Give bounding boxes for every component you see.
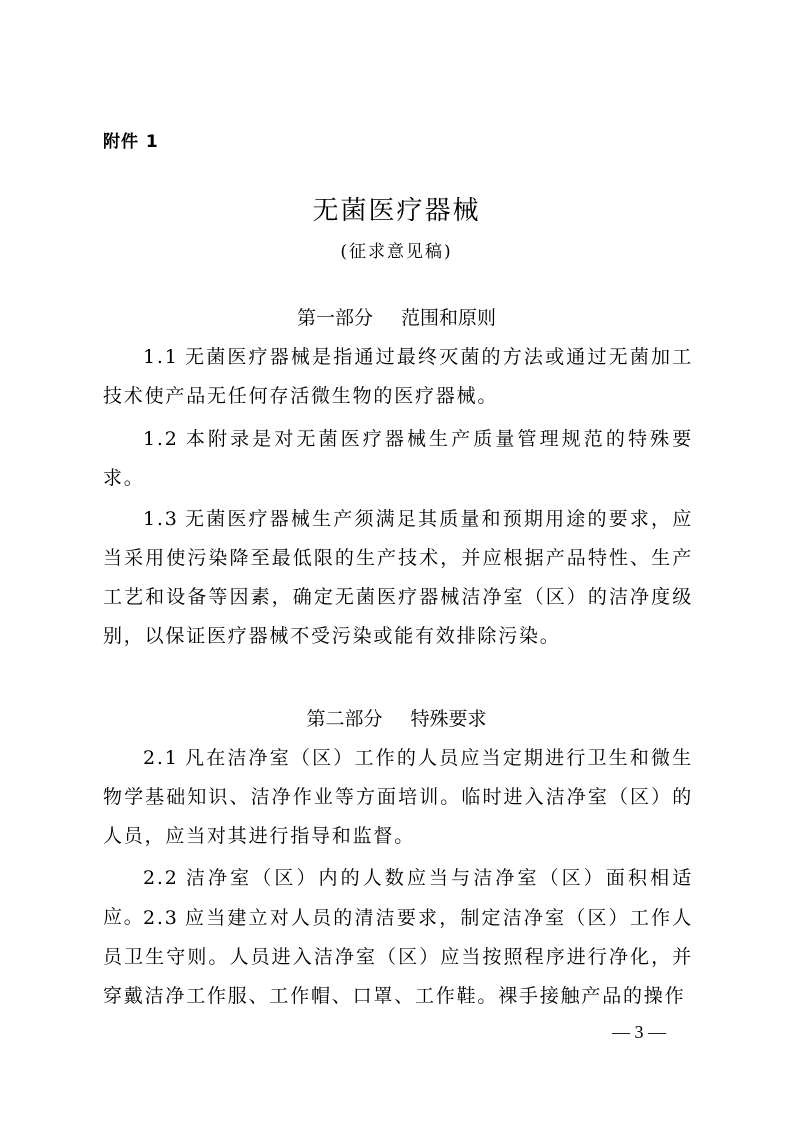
document-subtitle: (征求意见稿) [340,242,453,262]
paragraph-2-1 [103,739,693,856]
part1-title: 范围和原则 [401,307,497,329]
paragraph-1-1 [103,338,693,416]
paragraph-2-3 [103,899,693,1016]
part2-heading [0,704,793,731]
paragraph-number: 2.1 [143,747,179,769]
part2-title: 特殊要求 [410,708,487,730]
page-number: — 3 — [612,1022,666,1042]
attachment-label: 附件 1 [103,132,159,152]
paragraph-number: 1.3 [143,508,179,530]
document-title: 无菌医疗器械 [312,196,481,226]
paragraph-1-3 [103,500,693,656]
paragraph-text: 凡在洁净室（区）工作的人员应当定期进行卫生和微生物学基础知识、洁净作业等方面培训。临时进入洁净室（区）的人员，应当对其进行指导和监督。 [103,747,693,847]
part2-label: 第二部分 [306,708,383,730]
paragraph-number: 1.2 [143,428,179,450]
paragraph-number: 1.1 [143,346,179,368]
part1-label: 第一部分 [296,307,373,329]
paragraph-text: 无菌医疗器械是指通过最终灭菌的方法或通过无菌加工技术使产品无任何存活微生物的医疗器械。 [103,346,693,407]
paragraph-1-2 [103,420,693,498]
paragraph-text: 应当建立对人员的清洁要求，制定洁净室（区）工作人员卫生守则。人员进入洁净室（区）应当按照程序进行净化，并穿戴洁净工作服、工作帽、口罩、工作鞋。裸手接触产品的操作 [103,907,693,1007]
paragraph-number: 2.3 [143,907,179,929]
paragraph-number: 2.2 [143,867,179,889]
part1-heading [0,303,793,330]
paragraph-text: 本附录是对无菌医疗器械生产质量管理规范的特殊要求。 [103,428,693,489]
paragraph-text: 洁净室（区）内的人数应当与洁净室（区）面积相适应。 [103,867,693,928]
paragraph-text: 无菌医疗器械生产须满足其质量和预期用途的要求，应当采用使污染降至最低限的生产技术，并应根据产品特性、生产工艺和设备等因素，确定无菌医疗器械洁净室（区）的洁净度级别，以保证医疗器械不受污染或能有效排除污染。 [103,508,693,647]
